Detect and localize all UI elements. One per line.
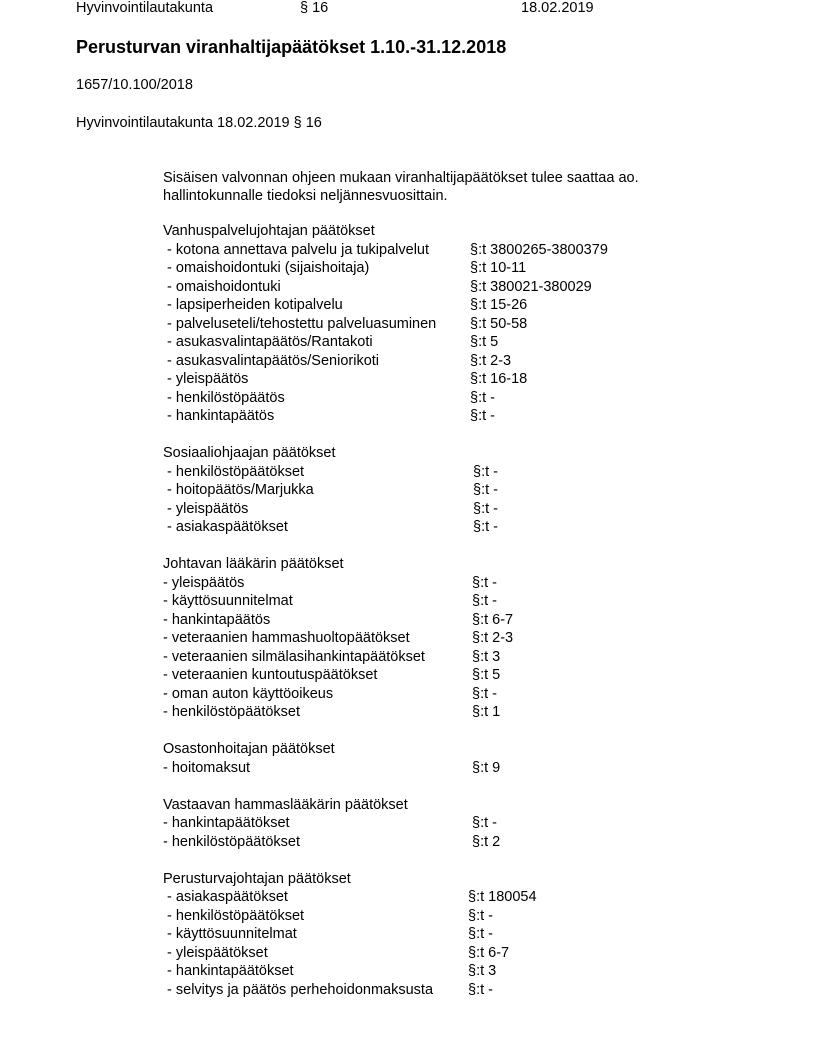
decision-value: §:t 16-18 (470, 371, 528, 387)
decision-row (163, 908, 763, 927)
decision-value: §:t 15-26 (470, 297, 528, 313)
section-title: Vanhuspalvelujohtajan päätökset (163, 223, 375, 239)
decision-label: - käyttösuunnitelmat (163, 593, 293, 609)
header-board: Hyvinvointilautakunta (76, 0, 214, 16)
decision-row (163, 982, 763, 1001)
decision-value: §:t 3 (468, 963, 497, 979)
decision-label: - henkilöstöpäätökset (163, 833, 301, 850)
decision-sections (163, 223, 763, 1000)
decision-label: - yleispäätökset (163, 944, 268, 961)
decision-row (163, 242, 763, 261)
decision-label: - hoitomaksut (163, 759, 251, 776)
document-title: Perusturvan viranhaltijapäätökset 1.10.-31.12.2018 (76, 37, 507, 57)
decision-value: §:t 2-3 (472, 630, 514, 646)
decision-label: - asukasvalintapäätös/Rantakoti (163, 334, 373, 350)
decision-row (163, 649, 763, 668)
decision-value: §:t 1 (472, 704, 501, 720)
decision-row (163, 889, 763, 908)
decision-value: §:t 2-3 (470, 352, 512, 369)
decision-value: §:t - (473, 500, 498, 517)
decision-row (163, 667, 763, 686)
decision-row (163, 686, 763, 705)
section-title: Perusturvajohtajan päätökset (163, 870, 351, 887)
decision-value: §:t 380021-380029 (470, 278, 592, 295)
decision-row (163, 963, 763, 982)
intro-line: Sisäisen valvonnan ohjeen mukaan viranhaltijapäätökset tulee saattaa ao. (163, 170, 639, 186)
decision-row (163, 260, 763, 279)
decision-value: §:t 10-11 (470, 260, 527, 276)
decision-label: - henkilöstöpäätös (163, 389, 285, 406)
header-date: 18.02.2019 (521, 0, 594, 16)
decision-label: - omaishoidontuki (163, 278, 281, 295)
decision-row (163, 482, 763, 501)
decision-section (163, 871, 763, 1001)
section-title: Vastaavan hammaslääkärin päätökset (163, 796, 408, 813)
decision-value: §:t - (468, 926, 493, 942)
decision-label: - hankintapäätös (163, 611, 271, 628)
decision-label: - hankintapäätökset (163, 963, 294, 979)
decision-row (163, 630, 763, 649)
decision-value: §:t - (472, 593, 497, 609)
decision-value: §:t 50-58 (470, 315, 528, 332)
decision-value: §:t - (472, 574, 497, 591)
decision-label: - oman auton käyttöoikeus (163, 685, 334, 702)
decision-section (163, 556, 763, 723)
decision-row (163, 815, 763, 834)
decision-label: - kotona annettava palvelu ja tukipalvelut (163, 241, 430, 258)
decision-section (163, 741, 763, 778)
decision-row (163, 408, 763, 427)
decision-value: §:t - (468, 981, 493, 998)
header-section: § 16 (300, 0, 329, 16)
decision-row (163, 519, 763, 538)
decision-label: - veteraanien kuntoutuspäätökset (163, 667, 378, 683)
decision-label: - yleispäätös (163, 574, 245, 591)
decision-row (163, 353, 763, 372)
decision-section (163, 223, 763, 427)
decision-label: - yleispäätös (163, 371, 249, 387)
decision-value: §:t 3800265-3800379 (470, 241, 608, 258)
decision-label: - hoitopäätös/Marjukka (163, 482, 314, 498)
decision-row (163, 297, 763, 316)
decision-row (163, 704, 763, 723)
document-body (163, 170, 763, 1019)
decision-row (163, 279, 763, 298)
decision-label: - yleispäätös (163, 500, 249, 517)
decision-label: - hankintapäätökset (163, 815, 290, 831)
decision-label: - omaishoidontuki (sijaishoitaja) (163, 260, 370, 276)
decision-row (163, 593, 763, 612)
decision-row (163, 371, 763, 390)
decision-row (163, 575, 763, 594)
decision-label: - selvitys ja päätös perhehoidonmaksusta (163, 981, 434, 998)
decision-value: §:t - (472, 815, 497, 831)
meeting-reference: Hyvinvointilautakunta 18.02.2019 § 16 (76, 115, 322, 131)
decision-value: §:t - (468, 907, 493, 924)
decision-row (163, 390, 763, 409)
decision-label: - henkilöstöpäätökset (163, 907, 305, 924)
decision-value: §:t - (473, 463, 498, 480)
decision-value: §:t - (473, 482, 498, 498)
decision-label: - lapsiperheiden kotipalvelu (163, 297, 343, 313)
decision-row (163, 926, 763, 945)
decision-value: §:t 180054 (468, 889, 537, 905)
decision-label: - henkilöstöpäätökset (163, 704, 301, 720)
decision-label: - asiakaspäätökset (163, 519, 288, 535)
decision-label: - asiakaspäätökset (163, 889, 288, 905)
decision-value: §:t 6-7 (472, 611, 514, 628)
section-title: Osastonhoitajan päätökset (163, 741, 335, 757)
decision-row (163, 464, 763, 483)
decision-label: - käyttösuunnitelmat (163, 926, 297, 942)
decision-value: §:t 2 (472, 833, 501, 850)
decision-value: §:t - (470, 389, 495, 406)
page-header (0, 0, 816, 20)
intro-paragraph (163, 170, 763, 205)
decision-label: - henkilöstöpäätökset (163, 463, 305, 480)
section-title: Johtavan lääkärin päätökset (163, 556, 344, 572)
decision-value: §:t 9 (472, 759, 501, 776)
decision-label: - palveluseteli/tehostettu palveluasuminen (163, 315, 437, 332)
decision-value: §:t 5 (470, 334, 499, 350)
decision-row (163, 945, 763, 964)
decision-value: §:t - (470, 408, 495, 424)
decision-row (163, 834, 763, 853)
reference-number: 1657/10.100/2018 (76, 77, 193, 93)
decision-row (163, 612, 763, 631)
intro-line: hallintokunnalle tiedoksi neljännesvuosittain. (163, 187, 448, 204)
decision-value: §:t - (473, 519, 498, 535)
decision-label: - veteraanien silmälasihankintapäätökset (163, 648, 425, 665)
decision-section (163, 797, 763, 853)
decision-value: §:t 5 (472, 667, 501, 683)
decision-value: §:t 3 (472, 648, 501, 665)
decision-label: - hankintapäätös (163, 408, 275, 424)
decision-value: §:t 6-7 (468, 944, 510, 961)
decision-row (163, 334, 763, 353)
decision-row (163, 316, 763, 335)
section-title: Sosiaaliohjaajan päätökset (163, 445, 336, 461)
decision-value: §:t - (472, 685, 497, 702)
decision-label: - asukasvalintapäätös/Seniorikoti (163, 352, 380, 369)
decision-label: - veteraanien hammashuoltopäätökset (163, 630, 410, 646)
decision-row (163, 501, 763, 520)
decision-row (163, 760, 763, 779)
decision-section (163, 445, 763, 538)
